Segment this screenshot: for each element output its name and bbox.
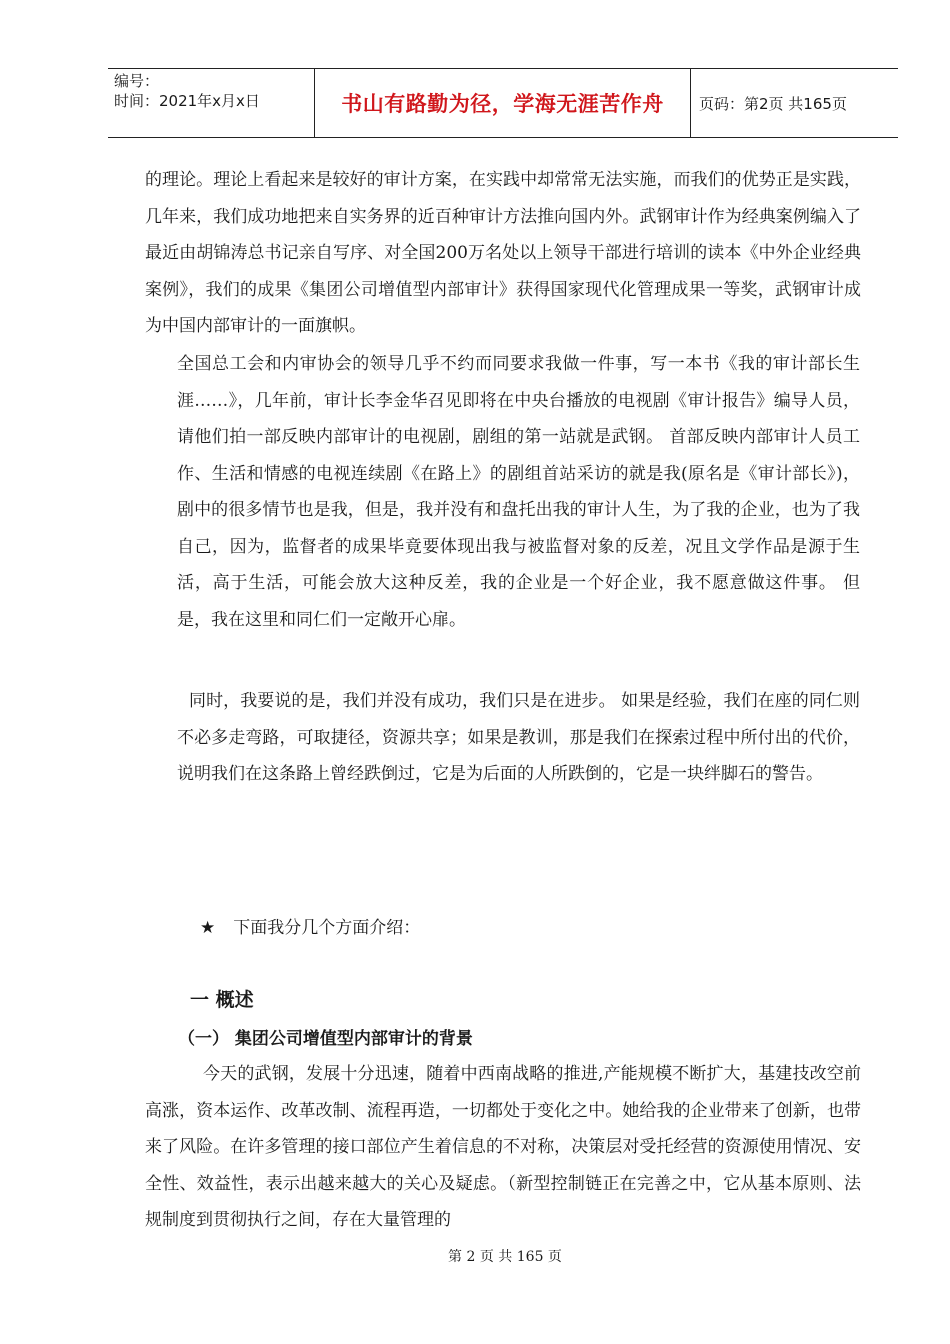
intro-line <box>200 913 420 938</box>
header-page-info: 页码：第2页 共165页 <box>699 94 847 113</box>
paragraph-4-text: 今天的武钢，发展十分迅速，随着中西南战略的推进,产能规模不断扩大，基建技改空前高涨，资本运作、改革改制、流程再造，一切都处于变化之中。她给我的企业带来了创新，也带来了风险。在许多管理的接口部位产生着信息的不对称，决策层对受托经营的资源使用情况、安全性、效益性，表示出越来越大的关心及疑虑。（新型控制链正在完善之中，它从基本原则、法规制度到贯彻执行之间，存在大量管理的 <box>145 1064 861 1230</box>
paragraph-4 <box>145 1056 861 1239</box>
section-heading: 一 概述 <box>190 989 254 1011</box>
paragraph-2-text: 全国总工会和内审协会的领导几乎不约而同要求我做一件事，写一本书《我的审计部长生涯……》，几年前，审计长李金华召见即将在中央台播放的电视剧《审计报告》编导人员，请他们拍一部反映内部审计的电视剧，剧组的第一站就是武钢。 首部反映内部审计人员工作、生活和情感的电视连续剧《在路上》的剧组首站采访的就是我(原名是《审计部长》)，剧中的很多情节也是我，但是，我并没有和盘托出我的审计人生，为了我的企业，也为了我自己，因为，监督者的成果毕竟要体现出我与被监督对象的反差，况且文学作品是源于生活，高于生活，可能会放大这种反差，我的企业是一个好企业，我不愿意做这件事。 但是，我在这里和同仁们一定敞开心扉。 <box>177 354 860 630</box>
paragraph-1-text: 的理论。理论上看起来是较好的审计方案，在实践中却常常无法实施，而我们的优势正是实践，几年来，我们成功地把来自实务界的近百种审计方法推向国内外。武钢审计作为经典案例编入了最近由胡锦涛总书记亲自写序、对全国200万名处以上领导干部进行培训的读本《中外企业经典案例》，我们的成果《集团公司增值型内部审计》获得国家现代化管理成果一等奖，武钢审计成为中国内部审计的一面旗帜。 <box>145 170 861 336</box>
paragraph-3-text: 同时，我要说的是，我们并没有成功，我们只是在进步。 如果是经验，我们在座的同仁则不必多走弯路，可取捷径，资源共享；如果是教训，那是我们在探索过程中所付出的代价，说明我们在这条路上曾经跌倒过，它是为后面的人所跌倒的，它是一块绊脚石的警告。 <box>177 691 860 784</box>
intro-text: 下面我分几个方面介绍： <box>233 918 421 938</box>
paragraph-1 <box>145 162 861 345</box>
page-footer: 第 2 页 共 165 页 <box>448 1249 562 1265</box>
number-label: 编号： <box>114 72 160 90</box>
page-header <box>108 68 898 138</box>
subsection-heading: （一） 集团公司增值型内部审计的背景 <box>178 1029 473 1049</box>
star-icon: ★ <box>200 918 216 938</box>
header-meta <box>108 69 315 137</box>
paragraph-3 <box>177 683 860 793</box>
paragraph-2 <box>177 346 860 638</box>
header-motto: 书山有路勤为径，学海无涯苦作舟 <box>315 69 691 137</box>
time-label: 时间：2021年x月x日 <box>114 92 260 110</box>
